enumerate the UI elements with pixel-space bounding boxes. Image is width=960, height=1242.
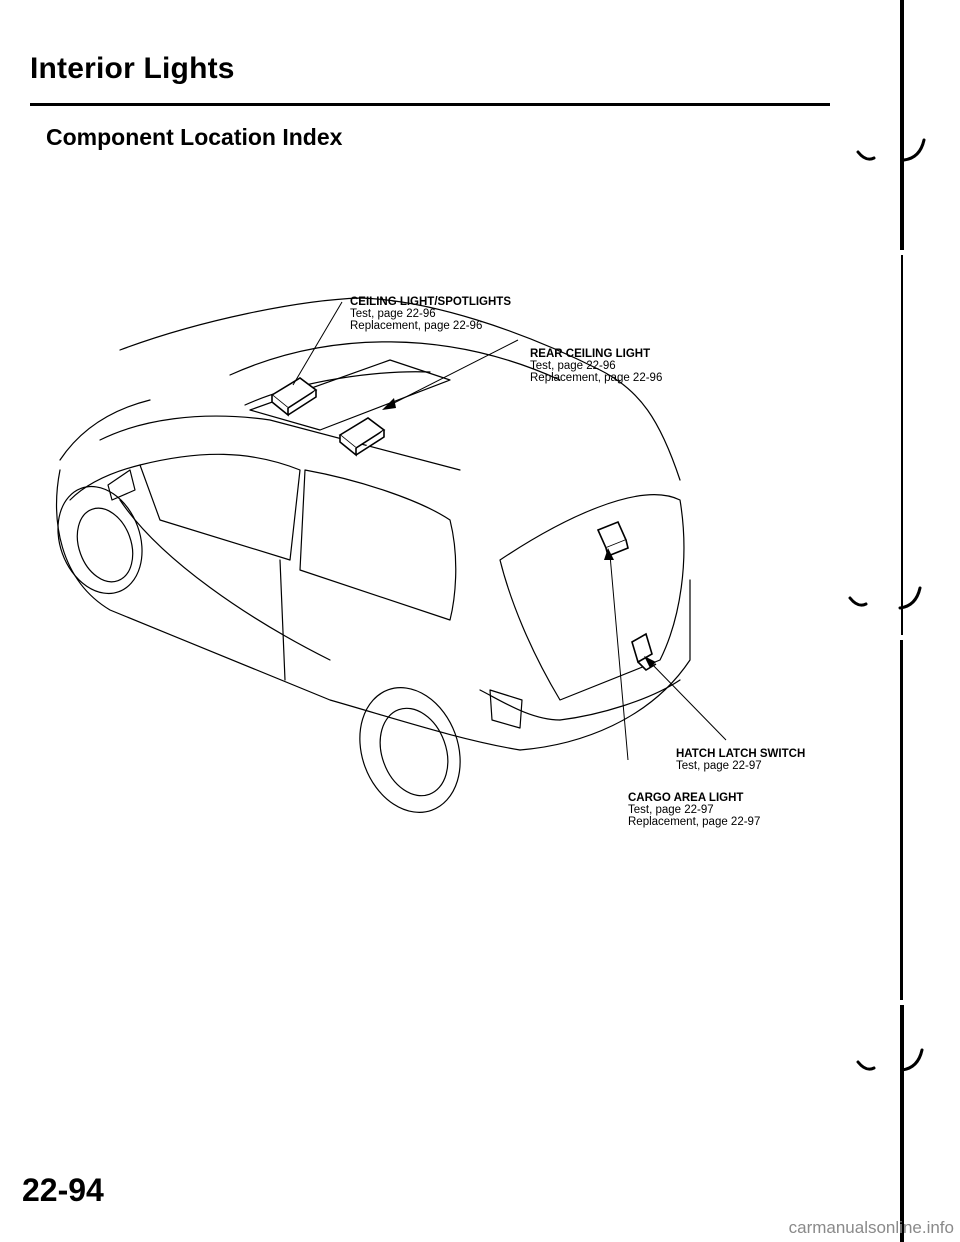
ceiling-light-replacement-ref: Replacement, page 22-96	[350, 320, 483, 332]
cargo-area-light-component	[598, 522, 628, 556]
rear-ceiling-light-replacement-ref: Replacement, page 22-96	[530, 372, 663, 384]
hatch-latch-switch-callout	[676, 748, 805, 772]
cargo-area-light-replacement-ref: Replacement, page 22-97	[628, 816, 761, 828]
crop-mark-1	[858, 140, 924, 160]
section-title: Component Location Index	[46, 124, 343, 150]
cargo-area-light-name: CARGO AREA LIGHT	[628, 792, 744, 804]
cargo-area-light-leader	[610, 555, 628, 760]
ceiling-light-name: CEILING LIGHT/SPOTLIGHTS	[350, 296, 511, 308]
page-title: Interior Lights	[30, 52, 235, 85]
rear-ceiling-light-test-ref: Test, page 22-96	[530, 360, 616, 372]
rear-ceiling-light-component	[340, 418, 384, 455]
ceiling-light-leader	[293, 302, 342, 385]
crop-mark-2	[850, 588, 920, 608]
rear-ceiling-light-name: REAR CEILING LIGHT	[530, 348, 651, 360]
page-number: 22-94	[22, 1172, 104, 1208]
ceiling-light-callout	[350, 296, 511, 332]
cargo-area-light-callout	[628, 792, 760, 828]
ceiling-light-test-ref: Test, page 22-96	[350, 308, 436, 320]
hatch-latch-switch-name: HATCH LATCH SWITCH	[676, 748, 806, 760]
rear-ceiling-light-leader	[390, 340, 518, 405]
cargo-area-light-test-ref: Test, page 22-97	[628, 804, 714, 816]
rear-ceiling-arrowhead	[382, 398, 396, 410]
hatch-latch-switch-test-ref: Test, page 22-97	[676, 760, 762, 772]
hatch-latch-switch-leader	[648, 660, 726, 740]
crop-mark-3	[858, 1050, 922, 1070]
watermark: carmanualsonline.info	[788, 1218, 954, 1237]
rear-ceiling-light-callout	[530, 348, 662, 384]
